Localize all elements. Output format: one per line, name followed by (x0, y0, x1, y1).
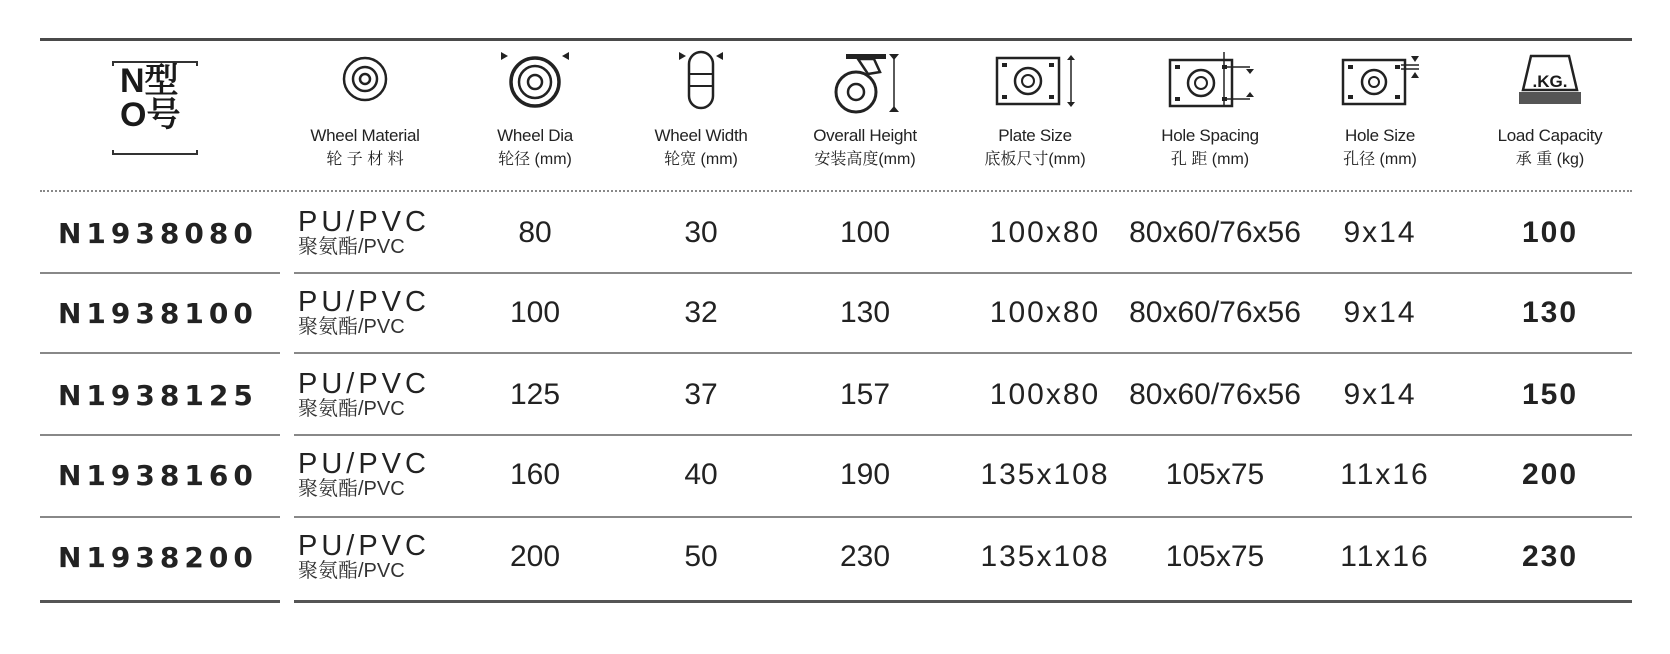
load-capacity: 150 (1521, 378, 1579, 411)
model-number: N1938200 (58, 540, 258, 574)
material-en: PU/PVC (298, 206, 430, 238)
header-plate-size (965, 44, 1105, 190)
hole-spacing: 105x75 (1165, 540, 1265, 573)
wheel-material (298, 356, 448, 434)
wheel-material (298, 518, 448, 596)
overall-height: 157 (839, 378, 891, 411)
hole-spacing: 80x60/76x56 (1129, 296, 1301, 329)
wheel-material (298, 274, 448, 352)
header-label-en: Overall Height (813, 126, 917, 145)
material-cn: 聚氨酯/PVC (298, 398, 405, 420)
header-label-cn: 轮径 (mm) (498, 151, 572, 168)
kg-label: .KG. (1532, 72, 1568, 91)
material-cn: 聚氨酯/PVC (298, 478, 405, 500)
wheel-width: 40 (684, 458, 718, 491)
header-model-number (100, 44, 210, 190)
header-label-en: Wheel Material (310, 126, 420, 145)
hole-size-icon (1337, 52, 1423, 110)
plate-size-icon (991, 52, 1079, 112)
model-number: N1938160 (58, 458, 258, 492)
model-number: N1938125 (58, 378, 258, 412)
bottom-rule (40, 600, 280, 603)
header-hole-spacing (1135, 44, 1285, 190)
material-cn: 聚氨酯/PVC (298, 236, 405, 258)
caster-height-icon (828, 50, 902, 116)
header-label-cn: 孔径 (mm) (1343, 151, 1417, 168)
wheel-dia: 80 (518, 216, 552, 249)
wheel-material (298, 436, 448, 514)
header-load-capacity (1475, 44, 1625, 190)
hole-size: 9x14 (1343, 378, 1417, 411)
wheel-material (298, 194, 448, 272)
load-capacity: 200 (1521, 458, 1579, 491)
load-capacity: 100 (1521, 216, 1579, 249)
bottom-rule (294, 600, 1632, 603)
header-overall-height (795, 44, 935, 190)
load-capacity: 130 (1521, 296, 1579, 329)
plate-size: 135x108 (980, 458, 1110, 491)
header-label-en: Load Capacity (1497, 126, 1603, 145)
header-label-en: Hole Size (1344, 126, 1416, 145)
row-divider (40, 352, 280, 354)
header-label-en: Plate Size (998, 126, 1072, 145)
header-hole-size (1310, 44, 1450, 190)
plate-size: 135x108 (980, 540, 1110, 573)
wheel-width-icon (675, 48, 727, 112)
wheel-width: 30 (684, 216, 718, 249)
hole-spacing: 80x60/76x56 (1129, 378, 1301, 411)
hole-size: 11x16 (1340, 540, 1430, 573)
material-en: PU/PVC (298, 286, 430, 318)
plate-size: 100x80 (989, 296, 1101, 329)
row-divider (294, 352, 1632, 354)
load-capacity: 230 (1521, 540, 1579, 573)
header-label-cn: 承 重 (kg) (1515, 151, 1585, 168)
header-label-cn: 安装高度(mm) (814, 151, 916, 168)
header-label-en: Wheel Dia (497, 126, 573, 145)
table-row (0, 194, 1670, 274)
material-en: PU/PVC (298, 448, 430, 480)
table-row (0, 274, 1670, 354)
header-label-cn: 底板尺寸(mm) (984, 151, 1086, 168)
hole-spacing: 105x75 (1165, 458, 1265, 491)
wheel-width: 32 (684, 296, 718, 329)
header-label-cn: 轮宽 (mm) (664, 151, 738, 168)
wheel-diameter-icon (497, 48, 573, 110)
overall-height: 130 (839, 296, 891, 329)
model-no-label-2: O号 (120, 96, 181, 134)
hole-size: 11x16 (1340, 458, 1430, 491)
header-divider (40, 190, 1632, 192)
overall-height: 190 (839, 458, 891, 491)
top-rule (40, 38, 1632, 41)
header-label-en: Hole Spacing (1161, 126, 1259, 145)
header-label-cn: 轮 子 材 料 (326, 151, 404, 168)
header-label-cn: 孔 距 (mm) (1170, 151, 1250, 168)
wheel-dia: 160 (509, 458, 561, 491)
plate-size: 100x80 (989, 378, 1101, 411)
table-row (0, 436, 1670, 516)
wheel-dia: 200 (509, 540, 561, 573)
wheel-dia: 100 (509, 296, 561, 329)
material-en: PU/PVC (298, 530, 430, 562)
header-label-en: Wheel Width (654, 126, 748, 145)
overall-height: 230 (839, 540, 891, 573)
wheel-width: 37 (684, 378, 718, 411)
material-cn: 聚氨酯/PVC (298, 560, 405, 582)
hole-size: 9x14 (1343, 216, 1417, 249)
header-wheel-dia (470, 44, 600, 190)
wheel-material-icon (340, 54, 390, 104)
header-wheel-width (636, 44, 766, 190)
table-header (0, 44, 1670, 190)
table-row (0, 356, 1670, 436)
model-no-label-1: N型 (120, 62, 179, 100)
overall-height: 100 (839, 216, 891, 249)
hole-spacing: 80x60/76x56 (1129, 216, 1301, 249)
hole-size: 9x14 (1343, 296, 1417, 329)
wheel-width: 50 (684, 540, 718, 573)
model-number: N1938100 (58, 296, 258, 330)
material-en: PU/PVC (298, 368, 430, 400)
hole-spacing-icon (1164, 50, 1256, 112)
header-wheel-material (285, 44, 445, 190)
plate-size: 100x80 (989, 216, 1101, 249)
wheel-dia: 125 (509, 378, 561, 411)
material-cn: 聚氨酯/PVC (298, 316, 405, 338)
model-number: N1938080 (58, 216, 258, 250)
table-row (0, 518, 1670, 598)
